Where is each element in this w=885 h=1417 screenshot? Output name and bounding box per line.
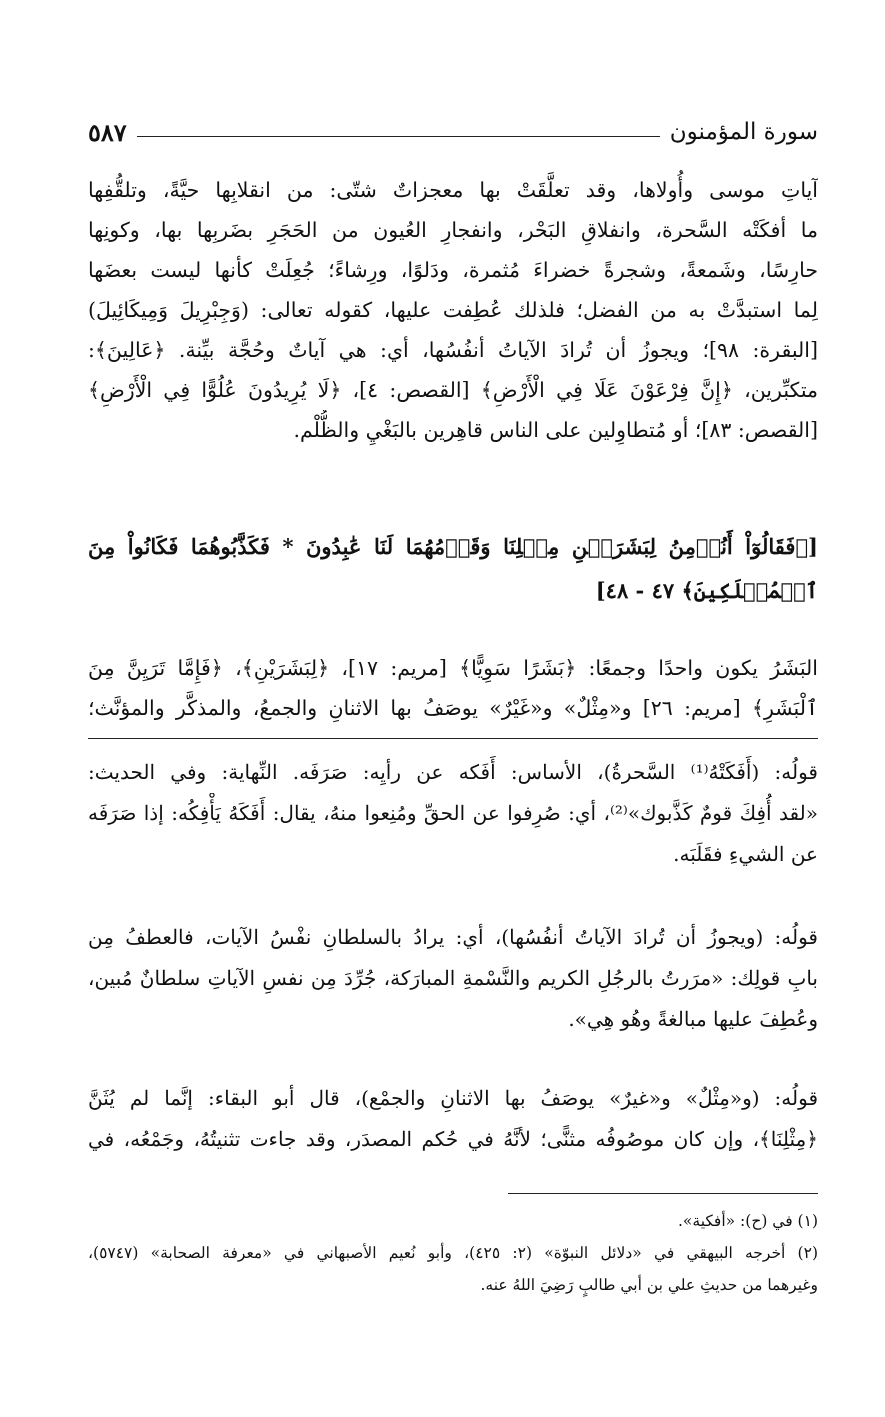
footnote-line: (١) في (ح): «أفكية». [677, 1212, 818, 1230]
page-number: ٥٨٧ [88, 117, 127, 147]
commentary-line: بابِ قولِك: «مرَرتُ بالرجُلِ الكريم والنَّسْمةِ المبارَكة، جُرِّدَ مِن نفسِ الآياتِ سلطانٌ مُبين، [88, 966, 818, 990]
commentary-line: قولُه: (أَفَكَتْهُ⁽¹⁾ السَّحرةُ)، الأساس: أَفَكه عن رأيِه: صَرَفَه. النِّهاية: وفي الحديث: [88, 760, 818, 784]
commentary-line: «لقد أُفِكَ قومٌ كَذَّبوك»⁽²⁾، أي: صُرِفوا عن الحقِّ ومُنِعوا منهُ، يقال: أَفَكَهُ يَأْفِكُه: إذا صَرَفَه [88, 801, 818, 825]
main-text-line: البَشَرُ يكون واحدًا وجمعًا: ﴿بَشَرًا سَوِيًّا﴾ [مريم: ١٧]، ﴿لِبَشَرَيْنِ﴾، ﴿فَإِمَّا تَرَيِنَّ مِنَ [88, 656, 818, 680]
main-text-line: ٱلْبَشَرِ﴾ [مريم: ٢٦] و«مِثْلٌ» و«غَيْرٌ» يوصَفُ بها الاثنانِ والجمعُ، والمذكَّر والمؤنَّث؛ [88, 696, 818, 720]
footnotes [88, 1205, 818, 1301]
header-rule [137, 136, 660, 137]
main-text-line: [القصص: ٨٣]؛ أو مُتطاوِلين على الناس قاهِرين بالبَغْيِ والظُّلْم. [293, 418, 818, 442]
footnote-rule [508, 1193, 818, 1194]
main-text-line: ما أفكَتْه السَّحرة، وانفلاقِ البَحْر، وانفجارِ العُيون من الحَجَرِ بضَربِها بها، وكونِها [88, 218, 818, 242]
main-text-line: متكبِّرين، ﴿إِنَّ فِرْعَوْنَ عَلَا فِي الْأَرْضِ﴾ [القصص: ٤]، ﴿لَا يُرِيدُونَ عُلُوًّا فِي الْأَرْضِ﴾ [88, 378, 818, 402]
main-text-line: لِما استبدَّتْ به من الفضل؛ فلذلك عُطِفت عليها، كقوله تعالى: (وَجِبْرِيلَ وَمِيكَائِيلَ) [88, 298, 818, 322]
commentary-paragraph [88, 1078, 818, 1160]
commentary-line: ﴿مِثْلِنَا﴾، وإن كان موصُوفُه مثنًّى؛ لأنَّهُ في حُكم المصدَر، وقد جاءت تثنيتُهُ، وجَمْعُه، في [88, 1127, 818, 1151]
commentary-line: عن الشيءِ فقَلَبَه. [673, 842, 818, 866]
verse-line: ٱلۡمُهۡلَكِينَ﴾ ٤٧ - ٤٨] [595, 578, 818, 603]
verse-line: [﴿فَقَالُوٓاْ أَنُؤۡمِنُ لِبَشَرَيۡنِ مِثۡلِنَا وَقَوۡمُهُمَا لَنَا عَٰبِدُونَ * فَكَذَّبُوهُمَا فَكَانُواْ مِنَ [88, 534, 818, 559]
footnote-line: (٢) أخرجه البيهقي في «دلائل النبوّة» (٢: ٤٢٥)، وأبو نُعيم الأصبهاني في «معرفة الصحابة» (٥٧٤٧)، [88, 1244, 818, 1262]
section-divider [88, 738, 818, 739]
main-text-line: حارِسًا، وشَمعةً، وشجرةً خضراءَ مُثمرة، ودَلوًا، ورِشاءً؛ جُعِلَتْ كأنها ليست بعضَها [88, 258, 818, 282]
main-text-line: آياتِ موسى وأُولاها، وقد تعلَّقَتْ بها معجزاتٌ شتّى: من انقلابِها حيَّةً، وتلقُّفِها [88, 178, 818, 202]
footnote-line: وغيرهما من حديثِ علي بن أبي طالبٍ رَضِيَ اللهُ عنه. [480, 1276, 818, 1294]
commentary-paragraph [88, 917, 818, 1040]
commentary-line: قولُه: (و«مِثْلٌ» و«غيرٌ» يوصَفُ بها الاثنانِ والجمْع)، قال أبو البقاء: إنَّما لم يُثَنَّ [88, 1086, 818, 1110]
page-header [88, 112, 818, 152]
commentary-paragraph [88, 752, 818, 875]
commentary-line: قولُه: (ويجوزُ أن تُرادَ الآياتُ أنفُسُها)، أي: يرادُ بالسلطانِ نفْسُ الآيات، فالعطفُ مِن [88, 925, 818, 949]
main-text-2 [88, 648, 818, 728]
main-text-line: [البقرة: ٩٨]؛ ويجوزُ أن تُرادَ الآياتُ أنفُسُها، أي: هي آياتٌ وحُجَّة بيِّنة. ﴿عَالِينَ﴾: [88, 338, 818, 362]
main-text [88, 170, 818, 450]
commentary-line: وعُطِفَ عليها مبالغةً وهُو هِي». [568, 1007, 818, 1031]
quran-verse [88, 525, 818, 613]
surah-title: سورة المؤمنون [669, 119, 818, 145]
